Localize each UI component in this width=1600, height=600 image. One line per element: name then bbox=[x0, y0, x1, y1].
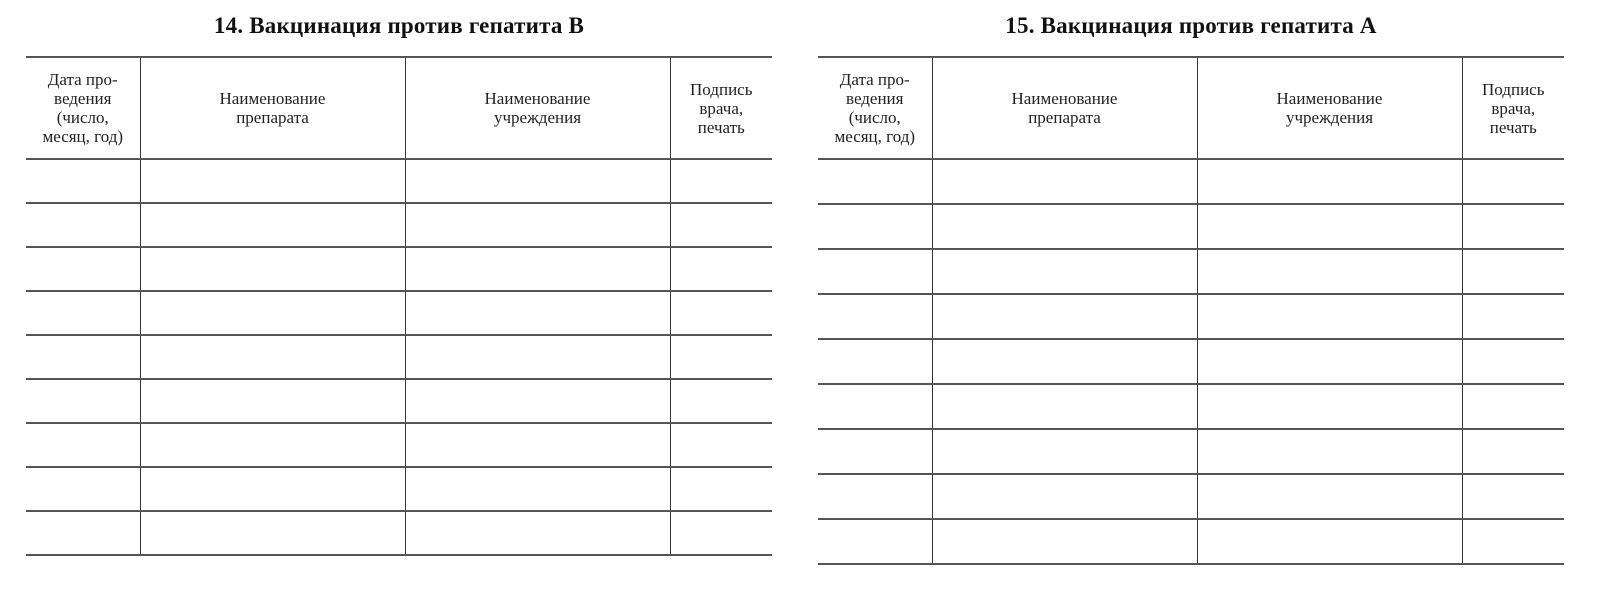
date-cell[interactable] bbox=[818, 339, 932, 384]
date-cell[interactable] bbox=[818, 474, 932, 519]
preparation-cell[interactable] bbox=[140, 159, 405, 203]
table-row bbox=[26, 335, 772, 379]
date-cell[interactable] bbox=[26, 467, 140, 511]
date-cell[interactable] bbox=[818, 384, 932, 429]
signature-cell[interactable] bbox=[1462, 519, 1564, 564]
preparation-cell[interactable] bbox=[932, 339, 1197, 384]
table-row bbox=[818, 474, 1564, 519]
date-cell[interactable] bbox=[818, 519, 932, 564]
table-row bbox=[26, 423, 772, 467]
institution-cell[interactable] bbox=[405, 467, 670, 511]
table-row bbox=[818, 294, 1564, 339]
signature-cell[interactable] bbox=[670, 379, 772, 423]
signature-cell[interactable] bbox=[670, 291, 772, 335]
institution-cell[interactable] bbox=[1197, 249, 1462, 294]
date-cell[interactable] bbox=[26, 247, 140, 291]
preparation-cell[interactable] bbox=[140, 247, 405, 291]
table-row bbox=[26, 467, 772, 511]
signature-cell[interactable] bbox=[1462, 294, 1564, 339]
institution-cell[interactable] bbox=[405, 203, 670, 247]
header-row bbox=[26, 57, 772, 159]
signature-cell[interactable] bbox=[1462, 339, 1564, 384]
table-body bbox=[818, 159, 1564, 564]
vaccination-table bbox=[26, 56, 772, 556]
date-cell[interactable] bbox=[818, 429, 932, 474]
signature-cell[interactable] bbox=[670, 159, 772, 203]
table-row bbox=[26, 511, 772, 555]
date-cell[interactable] bbox=[26, 379, 140, 423]
table-body bbox=[26, 159, 772, 555]
table-row bbox=[818, 429, 1564, 474]
vaccination-table bbox=[818, 56, 1564, 565]
column-header-signature: Подпись врача, печать bbox=[1462, 57, 1564, 159]
signature-cell[interactable] bbox=[670, 467, 772, 511]
institution-cell[interactable] bbox=[405, 291, 670, 335]
institution-cell[interactable] bbox=[405, 247, 670, 291]
institution-cell[interactable] bbox=[1197, 384, 1462, 429]
preparation-cell[interactable] bbox=[932, 519, 1197, 564]
institution-cell[interactable] bbox=[1197, 474, 1462, 519]
section-title: 15. Вакцинация против гепатита А bbox=[1005, 13, 1377, 38]
table-row bbox=[818, 204, 1564, 249]
table-row bbox=[818, 519, 1564, 564]
column-header-preparation: Наименование препарата bbox=[932, 57, 1197, 159]
preparation-cell[interactable] bbox=[140, 423, 405, 467]
preparation-cell[interactable] bbox=[140, 467, 405, 511]
preparation-cell[interactable] bbox=[932, 384, 1197, 429]
table-row bbox=[818, 384, 1564, 429]
preparation-cell[interactable] bbox=[932, 204, 1197, 249]
signature-cell[interactable] bbox=[1462, 429, 1564, 474]
column-header-date: Дата про- ведения (число, месяц, год) bbox=[26, 57, 140, 159]
preparation-cell[interactable] bbox=[140, 379, 405, 423]
date-cell[interactable] bbox=[818, 249, 932, 294]
signature-cell[interactable] bbox=[1462, 249, 1564, 294]
preparation-cell[interactable] bbox=[140, 291, 405, 335]
table-row bbox=[26, 247, 772, 291]
signature-cell[interactable] bbox=[670, 423, 772, 467]
table-row bbox=[26, 159, 772, 203]
signature-cell[interactable] bbox=[1462, 474, 1564, 519]
signature-cell[interactable] bbox=[1462, 384, 1564, 429]
column-header-institution: Наименование учреждения bbox=[405, 57, 670, 159]
signature-cell[interactable] bbox=[1462, 204, 1564, 249]
table-row bbox=[818, 339, 1564, 384]
date-cell[interactable] bbox=[26, 203, 140, 247]
date-cell[interactable] bbox=[26, 511, 140, 555]
column-header-preparation: Наименование препарата bbox=[140, 57, 405, 159]
institution-cell[interactable] bbox=[405, 335, 670, 379]
signature-cell[interactable] bbox=[670, 511, 772, 555]
date-cell[interactable] bbox=[26, 159, 140, 203]
date-cell[interactable] bbox=[26, 291, 140, 335]
column-header-date: Дата про- ведения (число, месяц, год) bbox=[818, 57, 932, 159]
institution-cell[interactable] bbox=[1197, 204, 1462, 249]
institution-cell[interactable] bbox=[405, 511, 670, 555]
header-row bbox=[818, 57, 1564, 159]
preparation-cell[interactable] bbox=[140, 511, 405, 555]
institution-cell[interactable] bbox=[1197, 519, 1462, 564]
column-header-institution: Наименование учреждения bbox=[1197, 57, 1462, 159]
table-row bbox=[26, 203, 772, 247]
section-title: 14. Вакцинация против гепатита В bbox=[213, 13, 585, 38]
date-cell[interactable] bbox=[818, 294, 932, 339]
signature-cell[interactable] bbox=[670, 247, 772, 291]
column-header-signature: Подпись врача, печать bbox=[670, 57, 772, 159]
table-row bbox=[818, 249, 1564, 294]
institution-cell[interactable] bbox=[405, 379, 670, 423]
preparation-cell[interactable] bbox=[932, 159, 1197, 204]
table-row bbox=[26, 379, 772, 423]
signature-cell[interactable] bbox=[670, 203, 772, 247]
preparation-cell[interactable] bbox=[932, 249, 1197, 294]
table-row bbox=[818, 159, 1564, 204]
date-cell[interactable] bbox=[26, 335, 140, 379]
signature-cell[interactable] bbox=[1462, 159, 1564, 204]
institution-cell[interactable] bbox=[405, 159, 670, 203]
institution-cell[interactable] bbox=[1197, 429, 1462, 474]
institution-cell[interactable] bbox=[1197, 159, 1462, 204]
table-row bbox=[26, 291, 772, 335]
date-cell[interactable] bbox=[26, 423, 140, 467]
institution-cell[interactable] bbox=[1197, 294, 1462, 339]
institution-cell[interactable] bbox=[1197, 339, 1462, 384]
date-cell[interactable] bbox=[818, 159, 932, 204]
signature-cell[interactable] bbox=[670, 335, 772, 379]
preparation-cell[interactable] bbox=[140, 335, 405, 379]
date-cell[interactable] bbox=[818, 204, 932, 249]
preparation-cell[interactable] bbox=[932, 429, 1197, 474]
institution-cell[interactable] bbox=[405, 423, 670, 467]
preparation-cell[interactable] bbox=[932, 474, 1197, 519]
preparation-cell[interactable] bbox=[140, 203, 405, 247]
preparation-cell[interactable] bbox=[932, 294, 1197, 339]
